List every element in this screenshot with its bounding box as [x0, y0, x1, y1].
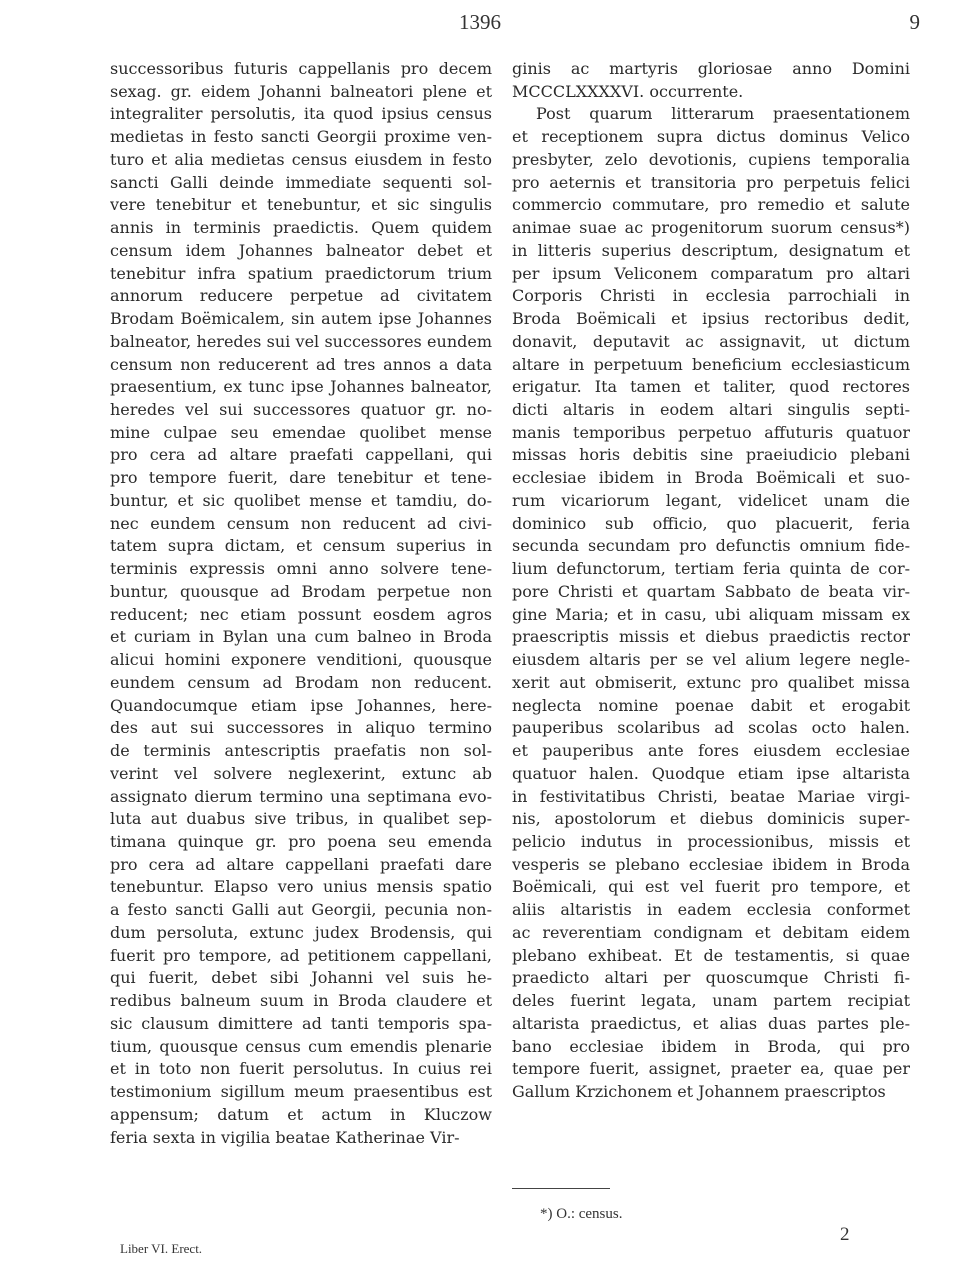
text-line: lium defunctorum, tertiam feria quinta de cor- — [512, 559, 910, 579]
text-line: Corporis Christi in ecclesia parrochiali in — [512, 286, 910, 306]
sheet-number: 2 — [840, 1224, 850, 1245]
text-line: sancti Galli deinde immediate sequenti sol- — [110, 172, 492, 192]
left-text-column — [110, 58, 492, 1149]
text-line: tenebitur infra spatium praedictorum trium — [110, 263, 492, 283]
footnote-rule — [512, 1188, 610, 1189]
text-line: ginis ac martyris gloriosae anno Domini — [512, 59, 910, 78]
text-line: nis, apostolorum et diebus dominicis super- — [512, 809, 910, 829]
text-line: erigatur. Ita tamen et taliter, quod rectores — [512, 377, 910, 397]
text-line: heredes vel sui successores quatuor gr. no- — [110, 400, 492, 420]
text-line: et curiam in Bylan una cum balneo in Broda — [110, 627, 492, 647]
text-line: pauperibus scolaribus ad scolas octo halen. — [512, 718, 910, 738]
text-line: sic clausum dimittere ad tanti temporis spa- — [110, 1013, 492, 1033]
text-line: MCCCLXXXXVI. occurrente. — [512, 81, 744, 101]
text-line: mine culpae seu emendae quolibet mense — [110, 422, 492, 442]
text-line: praescriptis missis et diebus praedictis rector — [512, 627, 910, 647]
text-line: pro cera ad altare praefati cappellani, qui — [110, 445, 492, 465]
text-line: missas horis debitis sine praeiudicio plebani — [512, 445, 910, 465]
text-line: verint vel solvere neglexerint, extunc ab — [110, 763, 492, 783]
text-line: pore Christi et quartam Sabbato de beata vir- — [512, 581, 910, 601]
page-header-year: 1396 — [459, 10, 501, 34]
text-line: buntur, et sic quolibet mense et tamdiu, do- — [110, 490, 492, 510]
text-line: neglecta nomine poenae dabit et erogabit — [512, 695, 910, 715]
text-line: assignato dierum termino una septimana evo- — [110, 786, 492, 806]
text-line: Quandocumque etiam ipse Johannes, here- — [110, 695, 492, 715]
text-line: sexag. gr. eidem Johanni balneatori plene et — [110, 81, 492, 101]
text-line: tium, quousque census cum emendis plenarie — [110, 1036, 492, 1056]
text-line: plebano exhibeat. Et de testamentis, si quae — [512, 945, 910, 965]
text-line: quatuor halen. Quodque etiam ipse altarista — [512, 763, 910, 783]
right-text-column — [512, 58, 910, 1104]
text-line: tatem supra dictam, et censum superius in — [110, 536, 492, 556]
text-line: censum idem Johannes balneator debet et — [110, 240, 492, 260]
text-line: Post quarum litterarum praesentationem — [536, 104, 910, 124]
text-line: animae suae ac progenitorum suorum census*) — [512, 218, 910, 238]
text-line: dominico sub officio, quo placuerit, feria — [512, 513, 910, 533]
text-line: luta aut duabus sive tribus, in qualibet sep- — [110, 809, 492, 829]
text-line: per ipsum Veliconem comparatum pro altari — [512, 263, 910, 283]
text-line: qui fuerit, debet sibi Johanni vel suis he- — [110, 968, 492, 988]
text-line: timana quinque gr. pro poena seu emenda — [110, 831, 492, 851]
text-line: vesperis se plebano ecclesiae ibidem in Broda — [512, 854, 910, 874]
text-line: nec eundem censum non reducent ad civi- — [110, 513, 492, 533]
text-line: a festo sancti Galli aut Georgii, pecunia non- — [110, 900, 492, 920]
text-line: terminis expressis omni anno solvere tene- — [110, 559, 492, 579]
text-line: des aut sui successores in aliquo termino — [110, 718, 492, 738]
page-number: 9 — [909, 10, 920, 34]
text-line: reducent; nec etiam possunt eosdem agros — [110, 604, 492, 624]
text-line: xerit aut obmiserit, extunc pro qualibet missa — [512, 672, 910, 692]
text-line: et receptionem supra dictus dominus Velico — [512, 127, 910, 147]
text-line: annis in terminis praedictis. Quem quidem — [110, 218, 492, 238]
text-line: feria sexta in vigilia beatae Katherinae Vir- — [110, 1127, 460, 1147]
text-line: turo et alia medietas census eiusdem in festo — [110, 149, 492, 169]
text-line: tempore fuerit, assignet, praeter ea, quae per — [512, 1059, 910, 1079]
text-line: commercio commutare, pro remedio et salute — [512, 195, 910, 215]
text-line: deles fuerint legata, unam partem recipiat — [512, 991, 910, 1011]
text-line: in litteris superius descriptum, designatum et — [512, 240, 910, 260]
text-line: pelicio indutus in processionibus, missis et — [512, 831, 910, 851]
text-line: dicti altaris in eodem altari singulis septi- — [512, 400, 910, 420]
footnote: *) O.: census. — [540, 1206, 623, 1222]
text-line: buntur, quousque ad Brodam perpetue non — [110, 581, 492, 601]
text-line: Brodam Boëmicalem, sin autem ipse Johannes — [110, 309, 492, 329]
text-line: balneator, heredes sui vel successores eundem — [110, 331, 492, 351]
text-line: aliis altaristis in eadem ecclesia conformet — [512, 900, 910, 920]
text-line: eiusdem altaris per se vel alium legere negle- — [512, 650, 910, 670]
text-line: donavit, deputavit ac assignavit, ut dictum — [512, 331, 910, 351]
text-line: gine Maria; et in casu, ubi aliquam missam ex — [512, 604, 910, 624]
text-line: dum persoluta, extunc judex Brodensis, qui — [110, 922, 492, 942]
text-line: pro aeternis et transitoria pro perpetuis felici — [512, 172, 910, 192]
text-line: bano ecclesiae ibidem in Broda, qui pro — [512, 1036, 910, 1056]
printer-signature: Liber VI. Erect. — [120, 1241, 203, 1256]
text-line: altarista praedictus, et alias duas partes ple- — [512, 1013, 910, 1033]
text-line: Broda Boëmicali et ipsius rectoribus dedit, — [512, 309, 910, 329]
text-line: vere tenebitur et tenebuntur, et sic singulis — [110, 195, 492, 215]
text-line: et in toto non fuerit persolutus. In cuius rei — [110, 1059, 492, 1079]
text-line: in festivitatibus Christi, beatae Mariae virgi- — [512, 786, 910, 806]
text-line: de terminis antescriptis praefatis non sol- — [110, 741, 492, 761]
text-line: Gallum Krzichonem et Johannem praescriptos — [512, 1082, 886, 1102]
text-line: testimonium sigillum meum praesentibus est — [110, 1082, 492, 1102]
text-line: ecclesiae ibidem in Broda Boëmicali et suo- — [512, 468, 910, 488]
text-line: ac reverentiam condignam et debitam eidem — [512, 922, 910, 942]
text-line: manis temporibus perpetuo affuturis quatuor — [512, 422, 910, 442]
text-line: medietas in festo sancti Georgii proxime ven- — [110, 127, 492, 147]
text-line: praedicto altari per quoscumque Christi fi- — [512, 968, 910, 988]
text-line: Boëmicali, qui est vel fuerit pro tempore, et — [512, 877, 910, 897]
text-line: redibus balneum suum in Broda claudere et — [110, 991, 492, 1011]
text-line: fuerit pro tempore, ad petitionem cappellani, — [110, 945, 492, 965]
text-line: alicui homini exponere venditioni, quousque — [110, 650, 492, 670]
text-line: annorum reducere perpetue ad civitatem — [110, 286, 492, 306]
text-line: pro tempore fuerit, dare tenebitur et tene- — [110, 468, 492, 488]
text-line: rum vicariorum legant, videlicet unam die — [512, 490, 910, 510]
text-line: integraliter persolutis, ita quod ipsius census — [110, 104, 492, 124]
text-line: praesentium, ex tunc ipse Johannes balneator, — [110, 377, 492, 397]
text-line: appensum; datum et actum in Kluczow — [110, 1104, 492, 1124]
text-line: censum non reducerent ad tres annos a data — [110, 354, 492, 374]
text-line: secunda secundam pro defunctis omnium fide- — [512, 536, 910, 556]
text-line: successoribus futuris cappellanis pro decem — [110, 59, 492, 78]
text-line: et pauperibus ante fores eiusdem ecclesiae — [512, 741, 910, 761]
text-line: presbyter, zelo devotionis, cupiens temporalia — [512, 149, 910, 169]
text-line: altare in perpetuum beneficium ecclesiasticum — [512, 354, 910, 374]
text-line: tenebuntur. Elapso vero unius mensis spatio — [110, 877, 492, 897]
text-line: eundem censum ad Brodam non reducent. — [110, 672, 492, 692]
text-line: pro cera ad altare cappellani praefati dare — [110, 854, 492, 874]
